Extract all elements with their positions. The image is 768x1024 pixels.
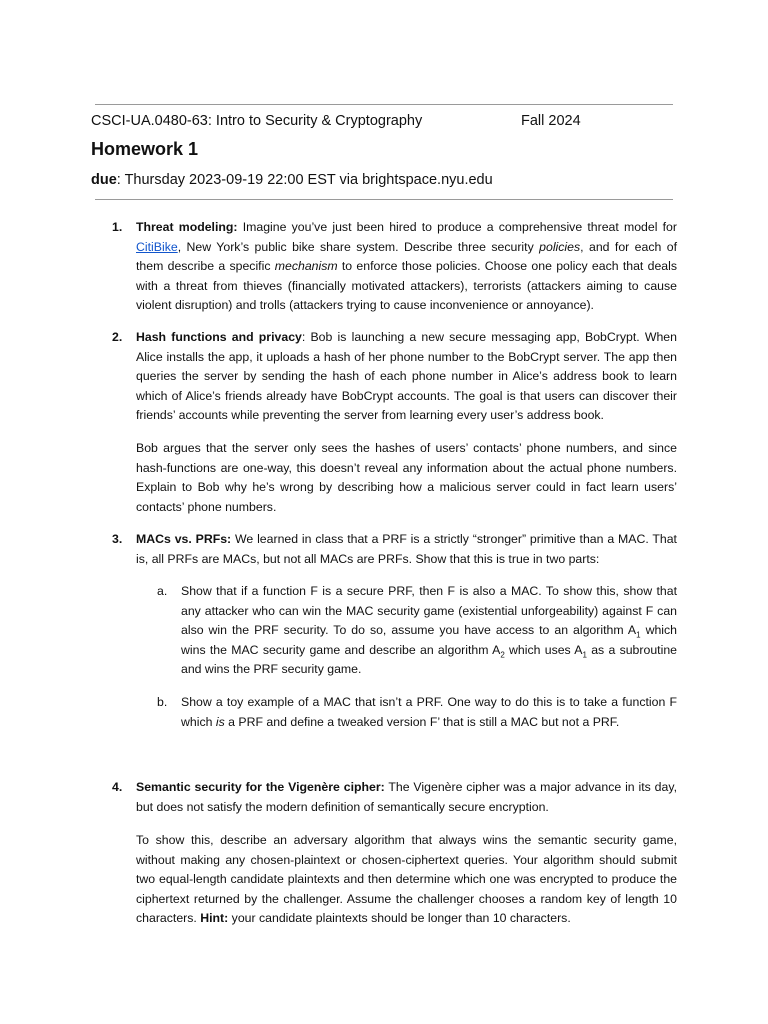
question-2 — [112, 328, 677, 426]
question-2-paragraph-2 — [136, 439, 677, 517]
question-4 — [112, 778, 677, 817]
emphasis: is — [215, 714, 225, 729]
question-heading: Hash functions and privacy — [136, 330, 302, 344]
due-line — [91, 170, 493, 190]
question-3b — [157, 693, 677, 732]
subscript: 1 — [582, 649, 587, 659]
question-text — [136, 530, 677, 569]
text-run: The Vigenère cipher was a major advance in its day, but does not satisfy the modern definition of semantically secure encryption. — [136, 780, 677, 814]
question-heading: MACs vs. PRFs: — [136, 532, 232, 546]
subpart-letter: a. — [157, 584, 168, 598]
question-3 — [112, 530, 677, 569]
text-run: Show that if a function F is a secure PRF, then F is also a MAC. To show this, show that any attacker who can win the MAC security game (existential unforgeability) against F can also win the PRF security. To do so, assume you have access to an algorithm A — [181, 584, 677, 637]
question-text — [136, 778, 677, 817]
citibike-link[interactable]: CitiBike — [136, 239, 178, 254]
question-4-paragraph-2 — [136, 831, 677, 929]
text-run: , New York’s public bike share system. Describe three security — [177, 239, 540, 254]
subscript: 2 — [500, 649, 505, 659]
top-rule — [95, 104, 673, 105]
text-run: Imagine you’ve just been hired to produce a comprehensive threat model for — [237, 220, 677, 234]
page-title: Homework 1 — [91, 139, 199, 159]
question-heading: Semantic security for the Vigenère cipher: — [136, 780, 385, 794]
header-bottom-rule — [95, 199, 673, 200]
text-run: , and for each of them describe a specific — [136, 239, 678, 273]
question-heading: Threat modeling: — [136, 220, 238, 234]
course-name: CSCI-UA.0480-63: Intro to Security & Cryptography — [91, 113, 423, 129]
due-text: : Thursday 2023-09-19 22:00 EST via brightspace.nyu.edu — [116, 172, 493, 188]
emphasis: policies — [539, 239, 581, 254]
text-run: Show a toy example of a MAC that isn’t a PRF. One way to do this is to take a function F which — [181, 695, 677, 729]
question-1 — [112, 218, 678, 316]
question-number: 2. — [112, 330, 123, 344]
text-run: as a subroutine and wins the PRF security game. — [181, 642, 677, 676]
due-label: due — [91, 172, 117, 188]
text-run: To show this, describe an adversary algorithm that always wins the semantic security game, without making any chosen-plaintext or chosen-ciphertext queries. Your algorithm should submit two equal-length candidate plaintexts and then determine which one was encrypted to produce the ciphertext returned by the challenger. Assume the challenger chooses a random key of length 10 characters. — [136, 833, 677, 925]
subpart-text — [181, 693, 677, 732]
subpart-text — [181, 582, 677, 680]
text-run: : Bob is launching a new secure messaging app, BobCrypt. When Alice installs the app, it uploads a hash of her phone number to the BobCrypt server. The app then queries the server by sending the hash of each phone number in Alice’s address book to learn which of Alice’s friends already have BobCrypt accounts. The goal is that users can discover their friends’ accounts while preventing the server from learning every user’s address book. — [136, 330, 677, 422]
text-run: to enforce those policies. Choose one policy each that deals with a threat from thieves (financially motivated attackers), terrorists (attackers aiming to cause violent disruption) and trolls (attackers trying to cause inconvenience or annoyance). — [136, 259, 678, 312]
emphasis: mechanism — [274, 259, 338, 273]
text-run: which uses A — [504, 642, 583, 657]
question-3a — [157, 582, 678, 680]
question-text: Bob argues that the server only sees the hashes of users’ contacts’ phone numbers, and since hash-functions are one-way, this doesn’t reveal any information about the actual phone numbers. Explain to Bob why he’s wrong by describing how a malicious server could in fact learn users’ contacts’ phone numbers. — [136, 441, 677, 514]
hint-label: Hint: — [200, 911, 229, 925]
subpart-letter: b. — [157, 695, 168, 709]
text-run: a PRF and define a tweaked version F’ that is still a MAC but not a PRF. — [224, 714, 620, 729]
text-run: We learned in class that a PRF is a strictly “stronger” primitive than a MAC. That is, all PRFs are MACs, but not all MACs are PRFs. Show that this is true in two parts: — [136, 532, 677, 566]
course-header — [91, 111, 591, 131]
term-label: Fall 2024 — [521, 113, 581, 129]
text-run: which wins the MAC security game and describe an algorithm A — [181, 623, 678, 657]
text-run: your candidate plaintexts should be longer than 10 characters. — [228, 911, 571, 925]
question-text — [136, 831, 677, 929]
question-number: 4. — [112, 780, 123, 794]
subscript: 1 — [636, 630, 641, 640]
question-number: 1. — [112, 220, 123, 234]
question-text — [136, 328, 677, 426]
question-number: 3. — [112, 532, 123, 546]
question-text — [136, 218, 677, 316]
